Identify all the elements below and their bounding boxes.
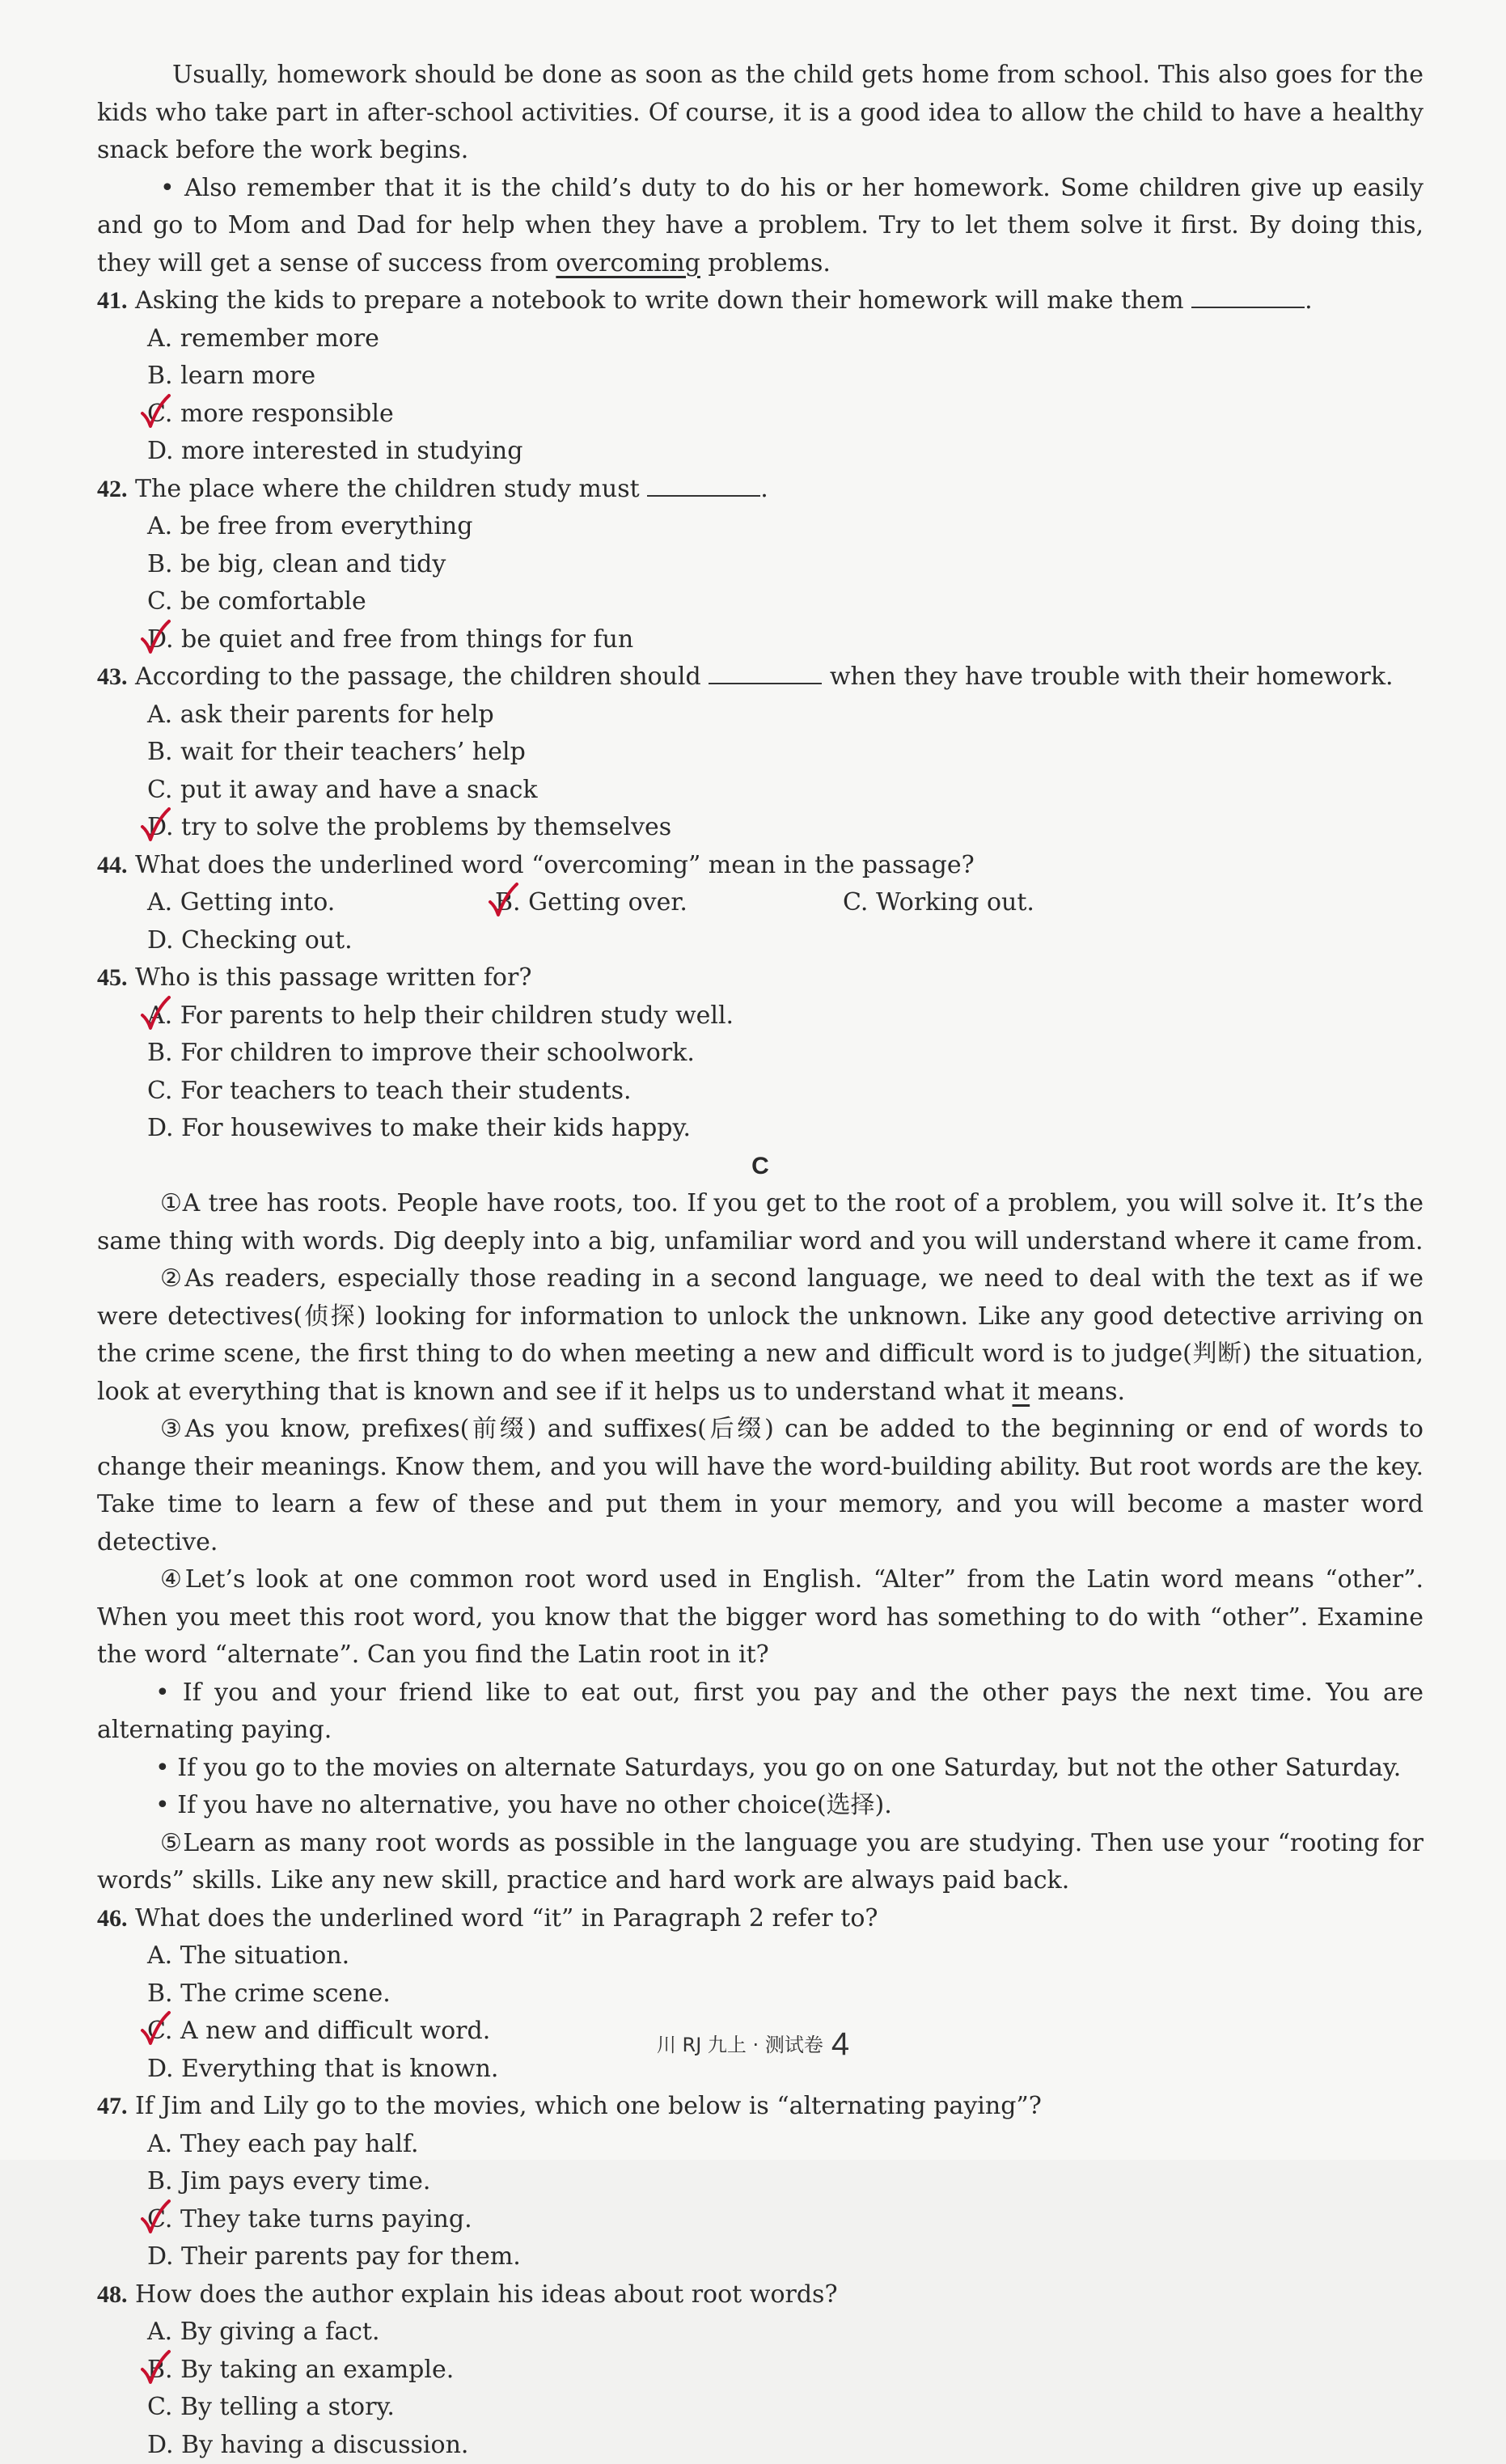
question [97, 2276, 1424, 2464]
question [97, 282, 1424, 471]
option-label: A. The situation. [147, 1941, 349, 1970]
option-a[interactable] [147, 320, 843, 358]
paragraph: ④Let’s look at one common root word used in English. “Alter” from the Latin word means “other”. When you meet this root word, you know that the bigger word has something to do with “other”. Examine the word “alternate”. Can you find the Latin root in it? [97, 1561, 1424, 1674]
question-number: 42. [97, 476, 128, 502]
option-label: A. For parents to help their children study well. [147, 1001, 734, 1030]
question [97, 847, 1424, 960]
option-c[interactable] [843, 884, 1191, 922]
option-label: A. Getting into. [147, 888, 335, 917]
paragraph: Usually, homework should be done as soon as the child gets home from school. This also goes for the kids who take part in after-school activities. Of course, it is a good idea to allow the child to have a healthy snack before the work begins. [97, 57, 1424, 170]
question-text: How does the author explain his ideas about root words? [135, 2280, 838, 2309]
question-number: 47. [97, 2093, 128, 2119]
option-c[interactable] [147, 2389, 843, 2427]
question [97, 2088, 1424, 2276]
paragraph: ①A tree has roots. People have roots, too. If you get to the root of a problem, you will solve it. It’s the same thing with words. Dig deeply into a big, unfamiliar word and you will understand where it came from. [97, 1185, 1424, 1260]
option-label: D. By having a discussion. [147, 2431, 468, 2459]
footer-label: 川 RJ 九上 · 测试卷 [657, 2034, 823, 2056]
option-label: A. They each pay half. [147, 2130, 419, 2158]
underlined-word: it [1013, 1378, 1030, 1406]
question-stem [97, 847, 1424, 885]
section-title: C [97, 1148, 1424, 1186]
option-a[interactable] [147, 997, 843, 1035]
option-d[interactable] [147, 433, 843, 471]
question-number: 46. [97, 1905, 128, 1932]
options [97, 696, 1424, 847]
paragraph-tail: means. [1030, 1378, 1125, 1406]
question-text-after: . [760, 475, 768, 503]
option-label: D. Their parents pay for them. [147, 2242, 521, 2271]
option-label: D. more interested in studying [147, 437, 522, 465]
answer-blank[interactable] [709, 658, 822, 684]
option-label: A. ask their parents for help [147, 701, 494, 729]
option-c[interactable] [147, 583, 843, 621]
option-label: D. For housewives to make their kids happy. [147, 1114, 691, 1142]
option-label: D. Everything that is known. [147, 2055, 498, 2083]
bullet: • [160, 174, 175, 202]
option-label: C. For teachers to teach their students. [147, 1077, 632, 1105]
option-d[interactable] [147, 922, 495, 960]
question-stem [97, 2088, 1424, 2126]
options [97, 1937, 1424, 2088]
options [97, 2314, 1424, 2464]
question-text: According to the passage, the children should [135, 663, 701, 691]
option-label: A. By giving a fact. [147, 2318, 379, 2346]
options [97, 997, 1424, 1148]
option-c[interactable] [147, 2201, 843, 2239]
question-stem [97, 1900, 1424, 1938]
questions-group-c [97, 1900, 1424, 2464]
question-text: What does the underlined word “it” in Paragraph 2 refer to? [135, 1904, 878, 1933]
option-label: A. remember more [147, 324, 379, 353]
paragraph-tail: problems. [700, 249, 831, 277]
question-text-after: . [1305, 286, 1313, 315]
option-b[interactable] [147, 734, 843, 772]
bullet-item: • If you and your friend like to eat out, first you pay and the other pays the next time. You are alternating paying. [97, 1674, 1424, 1750]
option-label: B. Getting over. [495, 888, 687, 917]
option-a[interactable] [147, 884, 495, 922]
page-footer [0, 2026, 1506, 2063]
option-label: A. be free from everything [147, 512, 472, 540]
option-label: C. more responsible [147, 400, 394, 428]
option-label: B. be big, clean and tidy [147, 550, 446, 578]
question-stem [97, 282, 1424, 320]
question-stem [97, 471, 1424, 509]
question-text: Asking the kids to prepare a notebook to write down their homework will make them [135, 286, 1184, 315]
paragraph: ⑤Learn as many root words as possible in the language you are studying. Then use your “rooting for words” skills. Like any new skill, practice and hard work are always paid back. [97, 1825, 1424, 1900]
paragraph: ③As you know, prefixes(前缀) and suffixes(后缀) can be added to the beginning or end of words to change their meanings. Know them, and you will have the word-building ability. But root words are the key. Take time to learn a few of these and put them in your memory, and you will become a master word detective. [97, 1411, 1424, 1561]
question-stem [97, 2276, 1424, 2314]
answer-blank[interactable] [1191, 282, 1305, 308]
question-number: 44. [97, 852, 128, 878]
question-stem [97, 959, 1424, 997]
question-number: 48. [97, 2281, 128, 2308]
option-label: B. Jim pays every time. [147, 2167, 430, 2195]
underlined-word: overcoming [556, 249, 700, 277]
question-text: The place where the children study must [135, 475, 640, 503]
option-label: B. The crime scene. [147, 1979, 391, 2008]
question-stem [97, 658, 1424, 696]
answer-blank[interactable] [647, 471, 760, 497]
paragraph-text: ②As readers, especially those reading in a second language, we need to deal with the text as if we were detectives(侦探) looking for information to unlock the unknown. Like any good detective arriving on the crime scene, the first thing to do when meeting a new and difficult word is to judge(判断) the situation, look at everything that is known and see if it helps us to understand what [97, 1264, 1424, 1406]
option-b[interactable] [147, 1975, 843, 2013]
option-a[interactable] [147, 696, 843, 735]
paragraph [97, 1260, 1424, 1411]
option-label: B. learn more [147, 362, 315, 390]
question-text: If Jim and Lily go to the movies, which one below is “alternating paying”? [135, 2092, 1042, 2120]
option-label: C. be comfortable [147, 587, 366, 616]
option-a[interactable] [147, 1937, 843, 1975]
option-d[interactable] [147, 621, 843, 659]
page-content [97, 57, 1424, 2464]
option-b[interactable] [147, 1035, 843, 1073]
options [97, 2126, 1424, 2276]
option-b[interactable] [147, 2163, 843, 2201]
option-a[interactable] [147, 2314, 843, 2352]
option-a[interactable] [147, 2126, 843, 2164]
question-text-after: when they have trouble with their homework. [830, 663, 1394, 691]
options [97, 320, 1424, 471]
paragraph-text: Also remember that it is the child’s duty to do his or her homework. Some children give up easily and go to Mom and Dad for help when they have a problem. Try to let them solve it first. By doing this, they will get a sense of success from [97, 174, 1424, 277]
paragraph [97, 170, 1424, 283]
bullet-item: • If you go to the movies on alternate Saturdays, you go on one Saturday, but not the other Saturday. [97, 1750, 1424, 1788]
bullet-item: • If you have no alternative, you have no other choice(选择). [97, 1787, 1424, 1825]
question-number: 45. [97, 964, 128, 991]
option-b[interactable] [147, 546, 843, 584]
option-label: D. try to solve the problems by themselves [147, 813, 671, 841]
option-label: B. For children to improve their schoolwork. [147, 1039, 695, 1067]
option-label: C. They take turns paying. [147, 2205, 472, 2233]
option-label: B. wait for their teachers’ help [147, 738, 526, 766]
option-c[interactable] [147, 396, 843, 434]
option-a[interactable] [147, 508, 843, 546]
question-number: 43. [97, 663, 128, 690]
option-b[interactable] [495, 884, 843, 922]
option-d[interactable] [147, 1110, 843, 1148]
question [97, 471, 1424, 659]
option-label: C. A new and difficult word. [147, 2017, 490, 2045]
questions-group-b [97, 282, 1424, 1148]
option-label: C. put it away and have a snack [147, 776, 538, 804]
option-b[interactable] [147, 2352, 843, 2390]
option-label: D. be quiet and free from things for fun [147, 625, 633, 654]
option-c[interactable] [147, 1073, 843, 1111]
option-label: C. By telling a story. [147, 2393, 395, 2421]
option-b[interactable] [147, 358, 843, 396]
option-label: B. By taking an example. [147, 2356, 454, 2384]
question-number: 41. [97, 287, 128, 314]
option-d[interactable] [147, 2238, 843, 2276]
option-d[interactable] [147, 809, 843, 847]
question-text: What does the underlined word “overcoming” mean in the passage? [135, 851, 975, 879]
option-label: D. Checking out. [147, 926, 353, 955]
option-label: C. Working out. [843, 888, 1034, 917]
options [97, 884, 1424, 959]
options [97, 508, 1424, 658]
option-d[interactable] [147, 2427, 843, 2464]
question [97, 658, 1424, 847]
page-number: 4 [831, 2026, 849, 2062]
question-text: Who is this passage written for? [135, 963, 531, 992]
option-c[interactable] [147, 772, 843, 810]
question [97, 959, 1424, 1148]
